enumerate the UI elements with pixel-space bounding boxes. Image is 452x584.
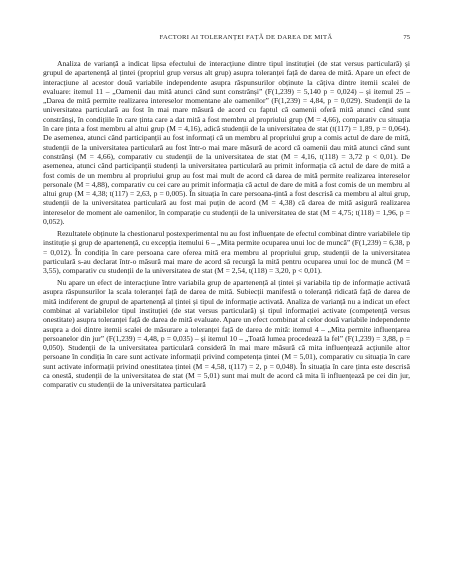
paragraph-1: Analiza de varianță a indicat lipsa efectului de interacțiune dintre tipul instituției (de stat versus particulară) și grupul de apartenență al țintei (propriul grup versus alt grup) asupra toleranței față de darea de mită. Apare un efect de interacțiune al acestor două variabile independente asupra răspunsurilor obținute la câțiva dintre itemii scalei de evaluare: itemul 11 – „Oamenii dau mită atunci când sunt constrânși” (F(1,239) = 5,140 p = 0,024) – și itemul 25 – „Darea de mită permite realizarea intereselor momentane ale oamenilor” (F(1,239) = 4,84, p = 0,029). Studenții de la universitatea particulară au fost în mai mare măsură de acord cu faptul că oamenii oferă mită atunci când sunt constrânși, în condițiile în care ținta care a dat mită a fost membru al propriului grup (M = 4,66), comparativ cu situația în care ținta a fost membru al altui grup (M = 4,16), adică studenții de la universitatea de stat (t(117) = 1,89, p = 0,064). De asemenea, atunci când participanții au fost informați că un membru al propriului grup a comis actul de dare de mită, studenții de la universitatea particulară au fost într-o mai mare măsură de acord că oamenii dau mită atunci când sunt constrânși (M = 4,66), comparativ cu studenții de la universitatea de stat (M = 4,16, t(118) = 3,72 p < 0,01). De asemenea, atunci când participanții studenți la universitatea particulară au primit informația că actul de dare de mită a fost comis de un membru al propriului grup au fost mai mult de acord că darea de mită permite realizarea intereselor personale (M = 4,88), comparativ cu cei care au primit informația că actul de dare de mită a fost comis de un membru al altui grup (M = 4,38; t(117) = 2,63, p = 0,005). În situația în care persoana-țintă a fost descrisă ca membru al altui grup, studenții de la universitatea particulară au fost mai puțin de acord (M = 4,38) că darea de mită asigură realizarea intereselor de moment ale oamenilor, în comparație cu studenții de la universitatea de stat (M = 4,75; t(118) = 1,96, p = 0,052). <box>43 59 410 227</box>
page-number: 75 <box>403 34 410 41</box>
body-text <box>43 59 410 390</box>
running-title: FACTORI AI TOLERANȚEI FAȚĂ DE DAREA DE MITĂ <box>159 34 333 41</box>
paragraph-3: Nu apare un efect de interacțiune între variabila grup de apartenență al țintei și variabila tip de informație activată asupra răspunsurilor la scala toleranței față de darea de mită. Subiecții manifestă o toleranță ridicată față de darea de mită indiferent de grupul de apartenență al țintei și tipul de informație activată. Analiza de varianță nu a indicat un efect combinat al variabilelor tipul instituției (de stat versus particulară) și tipul informației activate (competență versus onestitate) asupra toleranței față de darea de mită evaluate. Apare un efect combinat al celor două variabile independente asupra a doi dintre itemii scalei de măsurare a toleranței față de darea de mită: itemul 4 – „Mita permite influențarea persoanelor din jur” (F(1,239) = 4,48, p = 0,035) – și itemul 10 – „Toată lumea procedează la fel” (F(1,239) = 3,88, p = 0,050). Studenții de la universitatea particulară consideră în mai mare măsură că mita influențează acțiunile altor persoane în condiția în care sunt activate informații privind competența țintei (M = 5,01), comparativ cu situația în care sunt activate informații privind onestitatea țintei (M = 4,58, t(117) = 2, p = 0,048). În situația în care ținta este descrisă ca onestă, studenții de la universitatea de stat (M = 5,01) sunt mai mult de acord că mita îi influențează pe cei din jur, comparativ cu studenții de la universitatea particulară <box>43 278 410 390</box>
paragraph-2: Rezultatele obținute la chestionarul postexperimental nu au fost influențate de efectul combinat dintre variabilele tip instituție și grup de apartenență, cu excepția itemului 6 – „Mita permite ocuparea unui loc de muncă” (F(1,239) = 6,38, p = 0,012). În condiția în care persoana care oferea mită era membru al propriului grup, studenții de la universitatea particulară s-au declarat într-o măsură mai mare de acord să recurgă la mită pentru ocuparea unui loc de muncă (M = 3,55), comparativ cu studenții de la universitatea de stat (M = 2,54, t(118) = 3,20, p < 0,01). <box>43 228 410 276</box>
